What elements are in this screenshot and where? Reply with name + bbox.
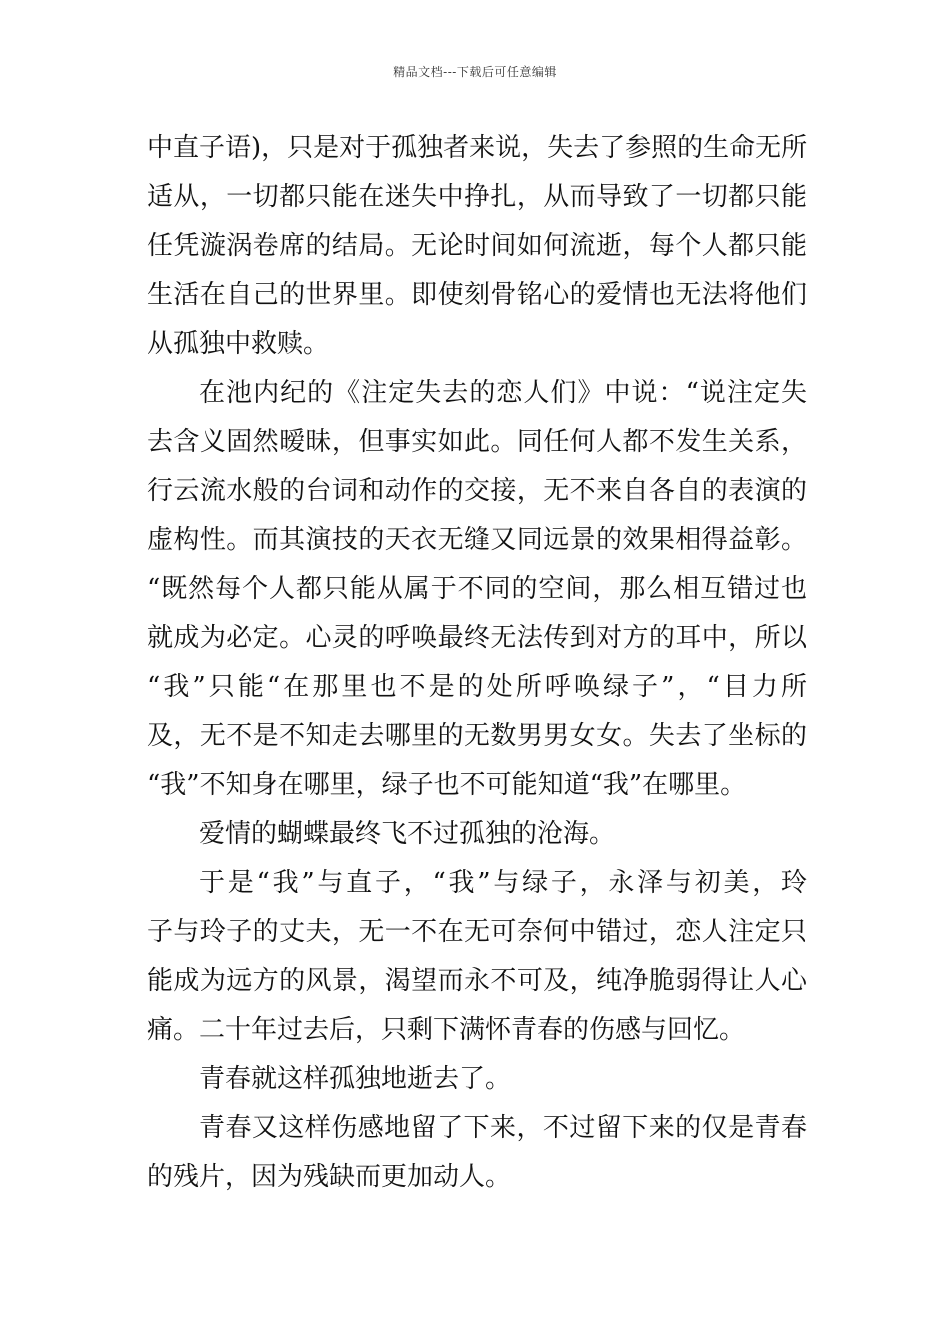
text-line: 能成为远方的风景，渴望而永不可及，纯净脆弱得让人心 [147,966,807,996]
text-line: “我”只能“在那里也不是的处所呼唤绿子”，“目力所 [147,672,807,702]
paragraph-start-line: 青春就这样孤独地逝去了。 [199,1064,512,1094]
text-line: 行云流水般的台词和动作的交接，无不来自各自的表演的 [147,476,807,506]
text-line: 就成为必定。心灵的呼唤最终无法传到对方的耳中，所以 [147,623,807,653]
text-line: 适从，一切都只能在迷失中挣扎，从而导致了一切都只能 [147,182,807,212]
paragraph-start-line: 在池内纪的《注定失去的恋人们》中说：“说注定失 [199,378,807,408]
page-header: 精品文档---下载后可任意编辑 [393,65,557,79]
paragraph-start-line: 于是“我”与直子，“我”与绿子，永泽与初美，玲 [199,868,807,898]
paragraph-start-line: 青春又这样伤感地留了下来，不过留下来的仅是青春 [199,1113,807,1143]
text-line: 虚构性。而其演技的天衣无缝又同远景的效果相得益彰。 [147,525,807,555]
text-line: “我”不知身在哪里，绿子也不可能知道“我”在哪里。 [147,770,747,800]
text-line: 从孤独中救赎。 [147,329,330,359]
text-line: 痛。二十年过去后，只剩下满怀青春的伤感与回忆。 [147,1015,746,1045]
text-line: 子与玲子的丈夫，无一不在无可奈何中错过，恋人注定只 [147,917,807,947]
text-line: 及，无不是不知走去哪里的无数男男女女。失去了坐标的 [147,721,807,751]
text-line: “既然每个人都只能从属于不同的空间，那么相互错过也 [147,574,807,604]
paragraph-start-line: 爱情的蝴蝶最终飞不过孤独的沧海。 [199,819,616,849]
text-line: 的残片，因为残缺而更加动人。 [147,1162,512,1192]
text-line: 中直子语)，只是对于孤独者来说，失去了参照的生命无所 [147,133,808,163]
text-line: 去含义固然暧昧，但事实如此。同任何人都不发生关系， [147,427,807,457]
document-body [147,124,807,1202]
text-line: 任凭漩涡卷席的结局。无论时间如何流逝，每个人都只能 [147,231,807,261]
text-line: 生活在自己的世界里。即使刻骨铭心的爱情也无法将他们 [147,280,807,310]
